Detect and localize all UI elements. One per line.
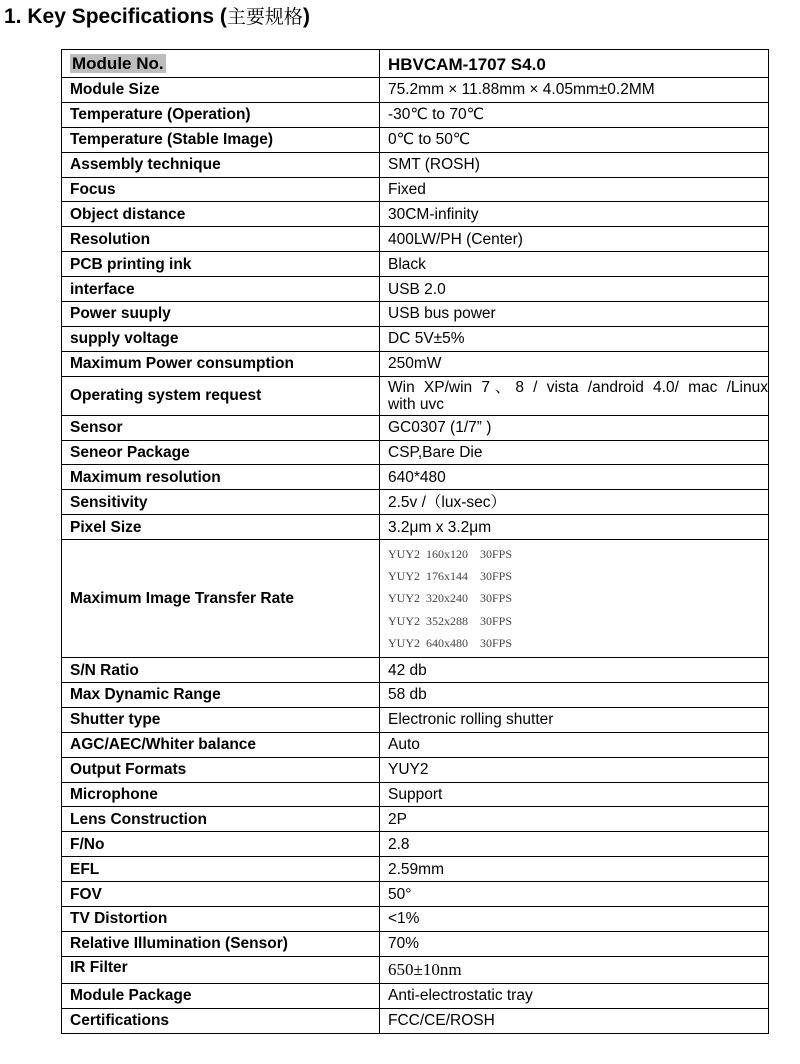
table-row — [62, 302, 769, 327]
heading-cjk-text: 主要规格 — [226, 6, 303, 28]
spec-label: Lens Construction — [62, 807, 380, 832]
spec-value: 2.8 — [380, 832, 769, 857]
spec-value — [380, 540, 769, 658]
os-line-2: with uvc — [388, 395, 444, 413]
spec-label: Max Dynamic Range — [62, 683, 380, 708]
table-row-os — [62, 376, 769, 415]
table-row — [62, 882, 769, 907]
spec-label: Shutter type — [62, 707, 380, 732]
spec-value: 50° — [380, 882, 769, 907]
spec-value: 640*480 — [380, 465, 769, 490]
spec-value: USB 2.0 — [380, 277, 769, 302]
rate-line: YUY2 176x144 30FPS — [388, 569, 513, 584]
table-row — [62, 782, 769, 807]
spec-label: Temperature (Stable Image) — [62, 127, 380, 152]
section-heading — [4, 2, 310, 29]
spec-value: 75.2mm × 11.88mm × 4.05mm±0.2MM — [380, 78, 769, 103]
spec-label: Object distance — [62, 202, 380, 227]
spec-label: Module Size — [62, 78, 380, 103]
spec-value: 3.2μm x 3.2μm — [380, 515, 769, 540]
spec-label: interface — [62, 277, 380, 302]
spec-label: Maximum resolution — [62, 465, 380, 490]
spec-value: 2.5v /（lux-sec） — [380, 490, 769, 515]
spec-label: IR Filter — [62, 956, 380, 983]
table-row — [62, 683, 769, 708]
spec-table — [61, 49, 769, 1034]
spec-value: YUY2 — [380, 757, 769, 782]
spec-value: 70% — [380, 931, 769, 956]
spec-value: 650±10nm — [380, 956, 769, 983]
spec-label: Pixel Size — [62, 515, 380, 540]
table-row — [62, 127, 769, 152]
table-row — [62, 757, 769, 782]
table-row — [62, 102, 769, 127]
spec-label: Module Package — [62, 983, 380, 1008]
spec-value: SMT (ROSH) — [380, 152, 769, 177]
spec-label: supply voltage — [62, 326, 380, 351]
table-row — [62, 956, 769, 983]
spec-label: AGC/AEC/Whiter balance — [62, 732, 380, 757]
spec-label: Sensitivity — [62, 490, 380, 515]
spec-value: 2.59mm — [380, 857, 769, 882]
spec-value: Auto — [380, 732, 769, 757]
spec-label: Relative Illumination (Sensor) — [62, 931, 380, 956]
spec-label: S/N Ratio — [62, 658, 380, 683]
table-row — [62, 440, 769, 465]
table-row — [62, 983, 769, 1008]
table-row — [62, 252, 769, 277]
table-row — [62, 658, 769, 683]
spec-value: 30CM-infinity — [380, 202, 769, 227]
spec-value: FCC/CE/ROSH — [380, 1008, 769, 1033]
rate-line: YUY2 640x480 30FPS — [388, 636, 513, 651]
spec-label: Maximum Image Transfer Rate — [62, 540, 380, 658]
spec-label: F/No — [62, 832, 380, 857]
spec-value: 250mW — [380, 351, 769, 376]
spec-label: FOV — [62, 882, 380, 907]
table-row — [62, 515, 769, 540]
spec-label: Certifications — [62, 1008, 380, 1033]
spec-label: Microphone — [62, 782, 380, 807]
spec-label: EFL — [62, 857, 380, 882]
table-row — [62, 351, 769, 376]
os-line-1: Win XP/win 7、8 / vista /android 4.0/ mac /Linux — [388, 378, 768, 396]
spec-label: Power suuply — [62, 302, 380, 327]
rate-line: YUY2 160x120 30FPS — [388, 546, 513, 561]
table-row — [62, 832, 769, 857]
heading-text: 1. Key Specifications ( — [4, 5, 227, 28]
spec-value: 58 db — [380, 683, 769, 708]
table-row — [62, 415, 769, 440]
spec-value: 0℃ to 50℃ — [380, 127, 769, 152]
spec-label: Maximum Power consumption — [62, 351, 380, 376]
spec-value: Black — [380, 252, 769, 277]
spec-label: Resolution — [62, 227, 380, 252]
spec-value: DC 5V±5% — [380, 326, 769, 351]
spec-label: Sensor — [62, 415, 380, 440]
table-row — [62, 907, 769, 932]
rate-line: YUY2 320x240 30FPS — [388, 591, 513, 606]
spec-value: Anti-electrostatic tray — [380, 983, 769, 1008]
table-row — [62, 277, 769, 302]
spec-value: USB bus power — [380, 302, 769, 327]
table-row — [62, 78, 769, 103]
spec-label: Assembly technique — [62, 152, 380, 177]
table-row — [62, 465, 769, 490]
spec-value: -30℃ to 70℃ — [380, 102, 769, 127]
table-row — [62, 490, 769, 515]
header-value-cell: HBVCAM-1707 S4.0 — [380, 50, 769, 78]
table-row — [62, 1008, 769, 1033]
table-row — [62, 931, 769, 956]
spec-value: <1% — [380, 907, 769, 932]
heading-close: ) — [302, 5, 310, 28]
spec-value: 42 db — [380, 658, 769, 683]
spec-value: Fixed — [380, 177, 769, 202]
spec-label: PCB printing ink — [62, 252, 380, 277]
table-row — [62, 732, 769, 757]
spec-value: 400LW/PH (Center) — [380, 227, 769, 252]
table-row — [62, 202, 769, 227]
header-label: Module No. — [72, 54, 164, 73]
table-row — [62, 152, 769, 177]
spec-value: CSP,Bare Die — [380, 440, 769, 465]
spec-value: GC0307 (1/7” ) — [380, 415, 769, 440]
table-row-transfer-rate — [62, 540, 769, 658]
spec-value — [380, 376, 769, 415]
spec-label: Seneor Package — [62, 440, 380, 465]
rate-line: YUY2 352x288 30FPS — [388, 613, 513, 628]
table-row — [62, 707, 769, 732]
spec-label: Focus — [62, 177, 380, 202]
spec-label: Output Formats — [62, 757, 380, 782]
spec-label: Operating system request — [62, 376, 380, 415]
header-label-cell — [62, 50, 380, 78]
table-row — [62, 177, 769, 202]
table-row — [62, 227, 769, 252]
table-row — [62, 807, 769, 832]
table-row — [62, 326, 769, 351]
table-row — [62, 857, 769, 882]
spec-value: Electronic rolling shutter — [380, 707, 769, 732]
spec-value: 2P — [380, 807, 769, 832]
spec-label: TV Distortion — [62, 907, 380, 932]
spec-label: Temperature (Operation) — [62, 102, 380, 127]
table-header-row — [62, 50, 769, 78]
spec-value: Support — [380, 782, 769, 807]
